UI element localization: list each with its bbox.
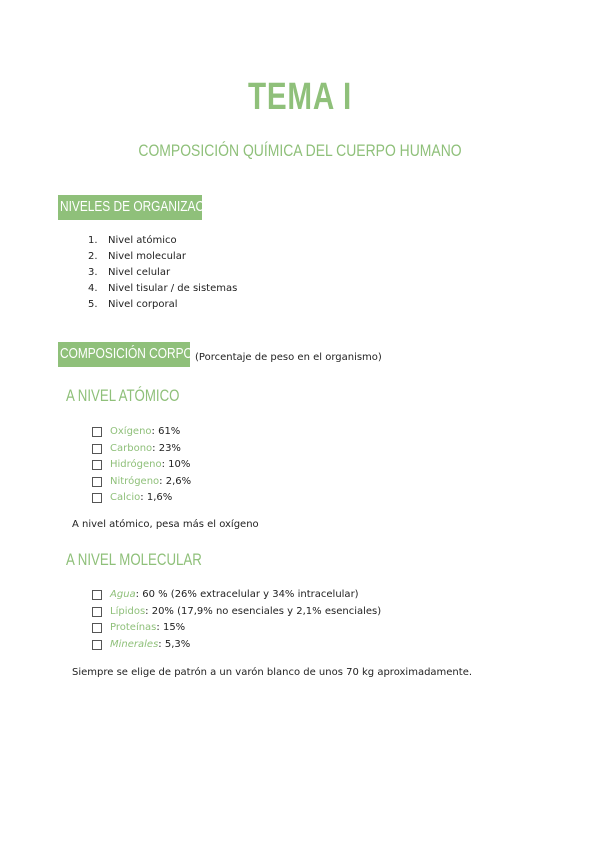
checklist-item: Proteínas : 15% [92,620,381,637]
levels-list [88,233,237,313]
checklist-item: Hidrógeno : 10% [92,457,191,474]
section-heading-composicion [58,342,216,367]
page-subtitle: COMPOSICIÓN QUÍMICA DEL CUERPO HUMANO [138,141,462,160]
subheading-atomic: A NIVEL ATÓMICO [66,386,180,405]
checkbox[interactable] [92,477,102,487]
checkbox[interactable] [92,493,102,503]
checklist-item: Nitrógeno : 2,6% [92,474,191,491]
list-item: 4. Nivel tisular / de sistemas [88,283,238,294]
section-heading-composicion-text: COMPOSICIÓN CORPORAL [60,346,216,362]
checklist-item: Lípidos : 20% (17,9% no esenciales y 2,1% esenciales) [92,604,381,621]
section-heading-niveles-text: NIVELES DE ORGANIZACIÓN [60,199,226,215]
checklist-item: Calcio : 1,6% [92,490,191,507]
checklist-item: Oxígeno : 61% [92,424,191,441]
subheading-molecular: A NIVEL MOLECULAR [66,550,202,569]
checkbox[interactable] [92,444,102,454]
checkbox[interactable] [92,427,102,437]
list-item: 5. Nivel corporal [88,299,178,310]
list-item: 3. Nivel celular [88,267,171,278]
checklist-item: Carbono : 23% [92,441,191,458]
atomic-checklist [92,424,191,507]
list-item: 1. Nivel atómico [88,235,177,246]
page-title: TEMA I [247,76,353,118]
molecular-conclusion: Siempre se elige de patrón a un varón blanco de unos 70 kg aproximadamente. [72,667,473,678]
percentage-note: (Porcentaje de peso en el organismo) [195,352,382,363]
checkbox[interactable] [92,607,102,617]
atomic-conclusion: A nivel atómico, pesa más el oxígeno [72,519,259,530]
molecular-checklist [92,587,381,653]
checklist-item: Agua : 60 % (26% extracelular y 34% intracelular) [92,587,381,604]
list-item: 2. Nivel molecular [88,251,186,262]
section-heading-niveles [58,195,226,220]
checkbox[interactable] [92,460,102,470]
checkbox[interactable] [92,623,102,633]
checkbox[interactable] [92,640,102,650]
checkbox[interactable] [92,590,102,600]
checklist-item: Minerales : 5,3% [92,637,381,654]
